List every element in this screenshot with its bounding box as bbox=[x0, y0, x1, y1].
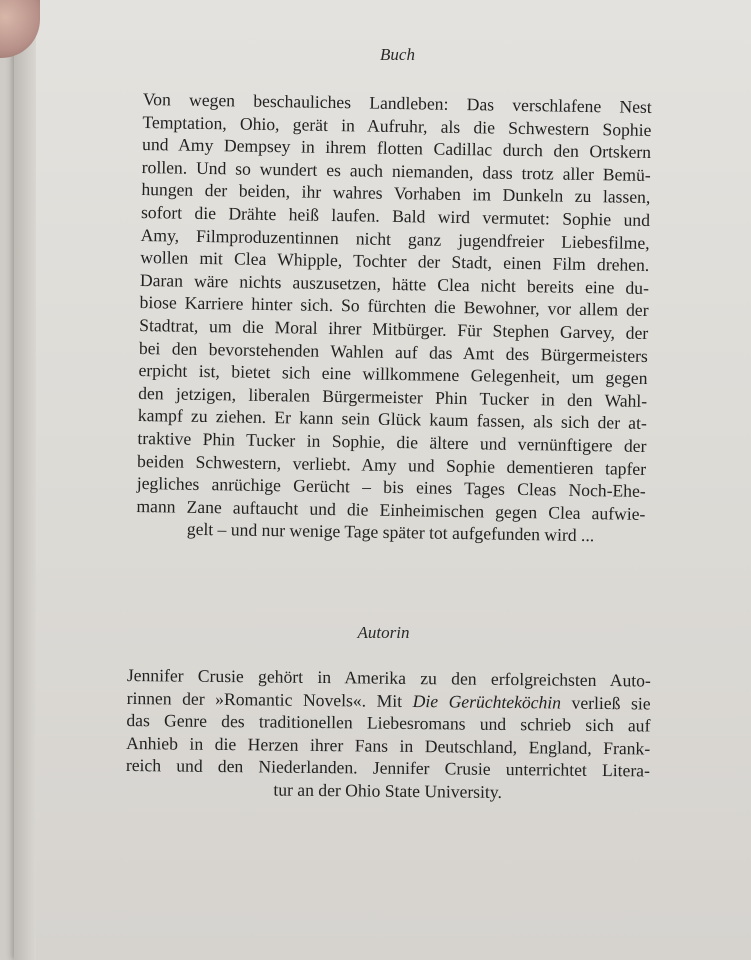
text-line: beiden Schwestern, verliebt. Amy und Sophie dementieren tapfer bbox=[136, 450, 647, 479]
text-line: und Amy Dempsey in ihrem flotten Cadillac durch den Ortskern bbox=[141, 134, 652, 163]
text-line: biose Karriere hinter sich. So fürchten die Bewohner, vor allem der bbox=[139, 292, 649, 321]
text-line: reich und den Niederlanden. Jennifer Crusie unterrichtet Litera- bbox=[125, 755, 651, 781]
author-bio bbox=[126, 664, 651, 805]
text-line: wollen mit Clea Whipple, Tochter der Stadt, einen Film drehen. bbox=[140, 247, 650, 276]
text-fragment: rinnen der »Romantic Novels«. Mit bbox=[126, 687, 413, 711]
text-line: Amy, Filmproduzentinnen nicht ganz jugendfreier Liebesfilme, bbox=[140, 224, 650, 253]
text-line: Von wegen beschauliches Landleben: Das verschlafene Nest bbox=[142, 88, 652, 117]
text-line: das Genre des traditionellen Liebesromans und schrieb sich auf bbox=[126, 710, 651, 736]
text-line: Temptation, Ohio, gerät in Aufruhr, als die Schwestern Sophie bbox=[142, 111, 652, 140]
book-title: Die Gerüchteköchin bbox=[412, 690, 562, 713]
text-line: bei den bevorstehenden Wahlen auf das Amt des Bürgermeisters bbox=[138, 337, 649, 366]
text-line: mann Zane auftaucht und die Einheimischen gegen Clea aufwie- bbox=[136, 495, 646, 524]
text-line: kampf zu ziehen. Er kann sein Glück kaum fassen, als sich der at- bbox=[137, 405, 647, 434]
heading-autorin: Autorin bbox=[357, 623, 410, 642]
text-line: gelt – und nur wenige Tage später tot aufgefunden wird ... bbox=[186, 519, 595, 546]
text-line: Jennifer Crusie gehört in Amerika zu den erfolgreichsten Auto- bbox=[126, 664, 651, 691]
text-line: Daran wäre nichts auszusetzen, hätte Clea nicht bereits eine du- bbox=[139, 269, 650, 298]
book-summary bbox=[136, 88, 652, 548]
text-line: den jetzigen, liberalen Bürgermeister Phin Tucker in den Wahl- bbox=[138, 382, 648, 411]
text-line: tur an der Ohio State University. bbox=[273, 779, 503, 802]
text-line: jegliches anrüchige Gerücht – bis eines Tages Cleas Noch-Ehe- bbox=[136, 473, 646, 502]
text-line: sofort die Drähte heiß laufen. Bald wird vermutet: Sophie und bbox=[140, 201, 651, 230]
text-line: Anhieb in die Herzen ihrer Fans in Deutschland, England, Frank- bbox=[126, 732, 651, 759]
text-line: rollen. Und so wundert es auch niemanden, dass trotz aller Bemü- bbox=[141, 156, 651, 185]
heading-buch: Buch bbox=[380, 45, 415, 64]
text-fragment: verließ sie bbox=[560, 692, 651, 714]
text-line: hungen der beiden, ihr wahres Vorhaben im Dunkeln zu lassen, bbox=[141, 179, 651, 208]
page-gutter bbox=[14, 0, 36, 960]
text-line: traktive Phin Tucker in Sophie, die ältere und vernünftigere der bbox=[137, 427, 647, 456]
text-line: Stadtrat, um die Moral ihrer Mitbürger. Für Stephen Garvey, der bbox=[139, 314, 649, 343]
text-line: erpicht ist, bietet sich eine willkommene Gelegenheit, um gegen bbox=[138, 360, 648, 389]
